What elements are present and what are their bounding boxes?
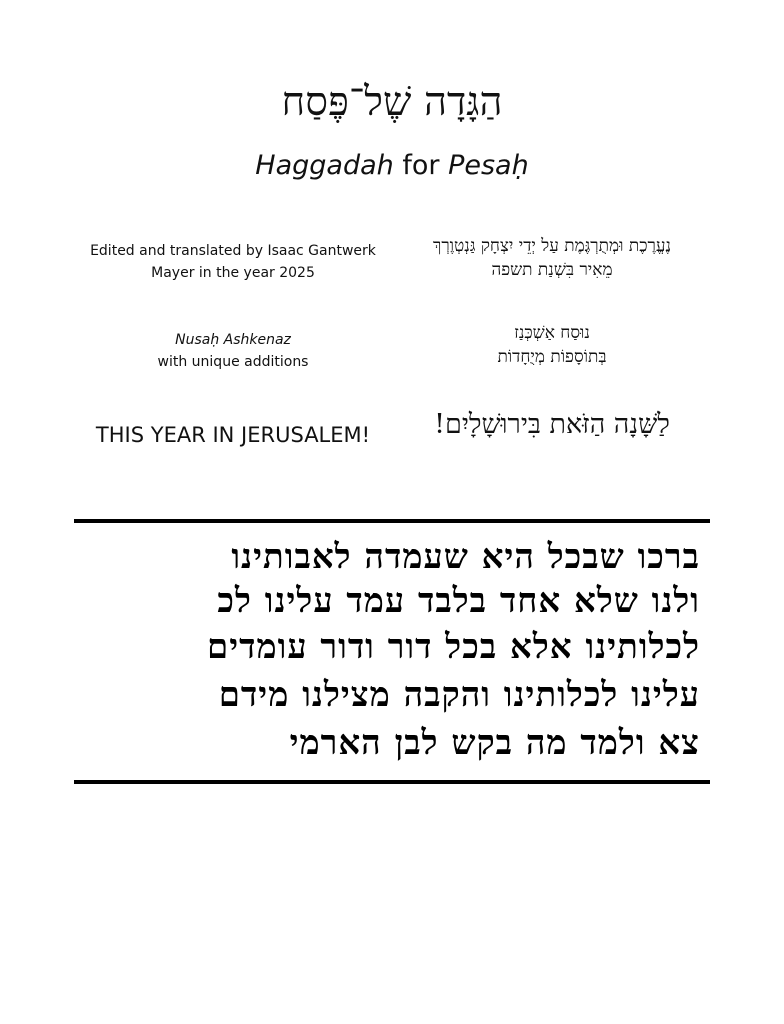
title-english [0,150,784,181]
credits-hebrew [402,234,702,282]
rite-english-line-2: with unique additions [157,354,309,370]
title-hebrew: הַגָּדָה שֶׁל־פֶּסַח [281,79,503,125]
manuscript-line-1: ברכו שבכל היא שעמדה לאבותינו [231,537,700,577]
closing-hebrew: לַשָּׁנָה הַזֹּאת בִּירוּשָׁלָיִם! [434,409,670,440]
manuscript-line-2: ולנו שלא אחד בלבד עמד עלינו לכ [217,581,700,621]
rite-english [74,329,392,373]
credits-english-line-2: Mayer in the year 2025 [151,265,315,281]
manuscript-line-4: עלינו לכלותינו והקבה מצילנו מידם [218,675,700,715]
rite-hebrew-line-1: נוּסַח אַשְׁכְּנַז [514,323,590,343]
manuscript-line-5: צא ולמד מה בקש לבן הארמי [289,723,700,763]
manuscript-line-3: לכלותינו אלא בכל דור ודור עומדים [207,627,700,667]
rite-hebrew-line-2: בְּתוֹסָפוֹת מְיֻחָדוֹת [497,347,607,367]
rite-hebrew [402,321,702,369]
rite-english-line-1: Nusaḥ Ashkenaz [175,332,291,348]
title-english-haggadah: Haggadah [255,150,394,181]
manuscript-bottom-rule [74,780,710,784]
manuscript-top-rule [74,519,710,523]
credits-hebrew-line-1: נֶעֱרֶכֶת וּמְתֻרְגֶּמֶת עַל יְדֵי יִצְחָק גַּנְטְוֶרְךְ [432,236,672,256]
credits-english-line-1: Edited and translated by Isaac Gantwerk [90,243,376,259]
credits-hebrew-line-2: מֵאִיר בִּשְׁנַת תשפה [491,260,613,280]
credits-english [74,240,392,284]
title-english-for: for [402,150,440,181]
manuscript-image [74,519,710,784]
closing-english: THIS YEAR IN JERUSALEM! [95,423,371,447]
title-english-pesah: Pesaḥ [448,150,529,181]
